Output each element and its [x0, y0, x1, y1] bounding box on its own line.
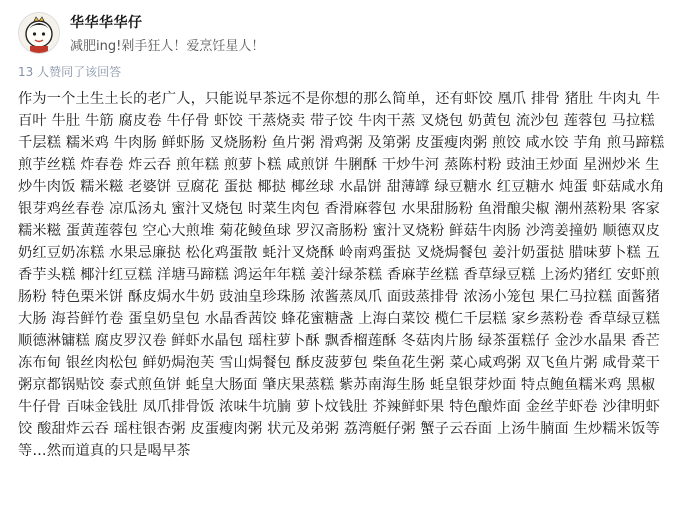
- vote-count: 13 人赞同了该回答: [18, 65, 122, 79]
- author-name[interactable]: 华华华华仔: [70, 15, 143, 31]
- author-bio: 减肥ing!剁手狂人！爱烹饪星人！: [70, 39, 265, 54]
- avatar[interactable]: [18, 12, 60, 54]
- author-header: [18, 8, 668, 58]
- avatar-cartoon-icon: [19, 13, 59, 53]
- answer-content: 作为一个土生土长的老广人，只能说早茶远不是你想的那么简单，还有虾饺 凰爪 排骨 猪肚 牛肉丸 牛百叶 牛肚 牛筋 腐皮卷 牛仔骨 虾饺 干蒸烧卖 带子饺 牛肉干蒸 叉烧包 奶黄包 流沙包 莲蓉包 马拉糕 千层糕 糯米鸡 牛肉肠 鲜虾肠 叉烧肠粉 鱼片粥 滑鸡粥 及第粥 皮蛋瘦肉粥 煎饺 咸水饺 芋角 煎马蹄糕 煎芋丝糕 炸春卷 炸云吞 煎年糕 煎萝卜糕 咸煎饼 牛脷酥 干炒牛河 蒸陈村粉 豉油王炒面 星洲炒米 生炒牛肉饭 糯米糍 老婆饼 豆腐花 蛋挞 椰挞 椰丝球 水晶饼 甜薄罉 绿豆糖水 红豆糖水 炖蛋 虾菇咸水角 银芽鸡丝春卷 凉瓜汤丸 蜜汁叉烧包 时菜生肉包 香滑麻蓉包 水果甜肠粉 鱼滑酿尖椒 潮州蒸粉果 客家糯米糍 蛋黄莲蓉包 空心大煎堆 菊花鲮鱼球 罗汉斋肠粉 蜜汁叉烧粉 鲜菇牛肉肠 沙湾姜撞奶 顺德双皮奶红豆奶冻糕 水果忌廉挞 松化鸡蛋散 蚝汁叉烧酥 岭南鸡蛋挞 叉烧焗餐包 姜汁奶蛋挞 腊味萝卜糕 五香芋头糕 椰汁红豆糕 洋塘马蹄糕 鸿运年年糕 姜汁绿茶糕 香麻芋丝糕 香草绿豆糕 上汤灼猪红 安虾煎肠粉 特色栗米饼 酥皮焗水牛奶 豉油皇珍珠肠 浓酱蒸凤爪 面豉蒸排骨 浓汤小笼包 果仁马拉糕 面酱猪大肠 海苔鲜竹卷 蛋皇奶皇包 水晶香茜饺 蜂花蜜糖盏 上海白菜饺 榄仁千层糕 家乡蒸粉卷 香草绿豆糕 顺德淋镛糕 腐皮罗汉卷 鲜虾水晶包 瑶柱萝卜酥 飘香榴莲酥 冬菇肉片肠 绿茶蛋糕仔 金沙水晶果 香芒冻布甸 银丝肉松包 鲜奶焗泡芙 雪山焗餐包 酥皮菠萝包 柴鱼花生粥 菜心咸鸡粥 双飞鱼片粥 咸骨菜干粥京都锅贴饺 泰式煎鱼饼 蚝皇大肠面 肇庆果蒸糕 紫苏南海生肠 蚝皇银芽炒面 特点鲍鱼糯米鸡 黑椒牛仔骨 百味金钱肚 凤爪排骨饭 浓味牛坑腩 萝卜炆钱肚 芥辣鲜虾果 特色酿炸面 金丝芋虾卷 沙律明虾饺 酸甜炸云吞 瑶柱银杏粥 皮蛋瘦肉粥 状元及弟粥 荔湾艇仔粥 蟹子云吞面 上汤牛腩面 生炒糯米饭等等…然而道真的只是喝早茶: [18, 91, 665, 459]
